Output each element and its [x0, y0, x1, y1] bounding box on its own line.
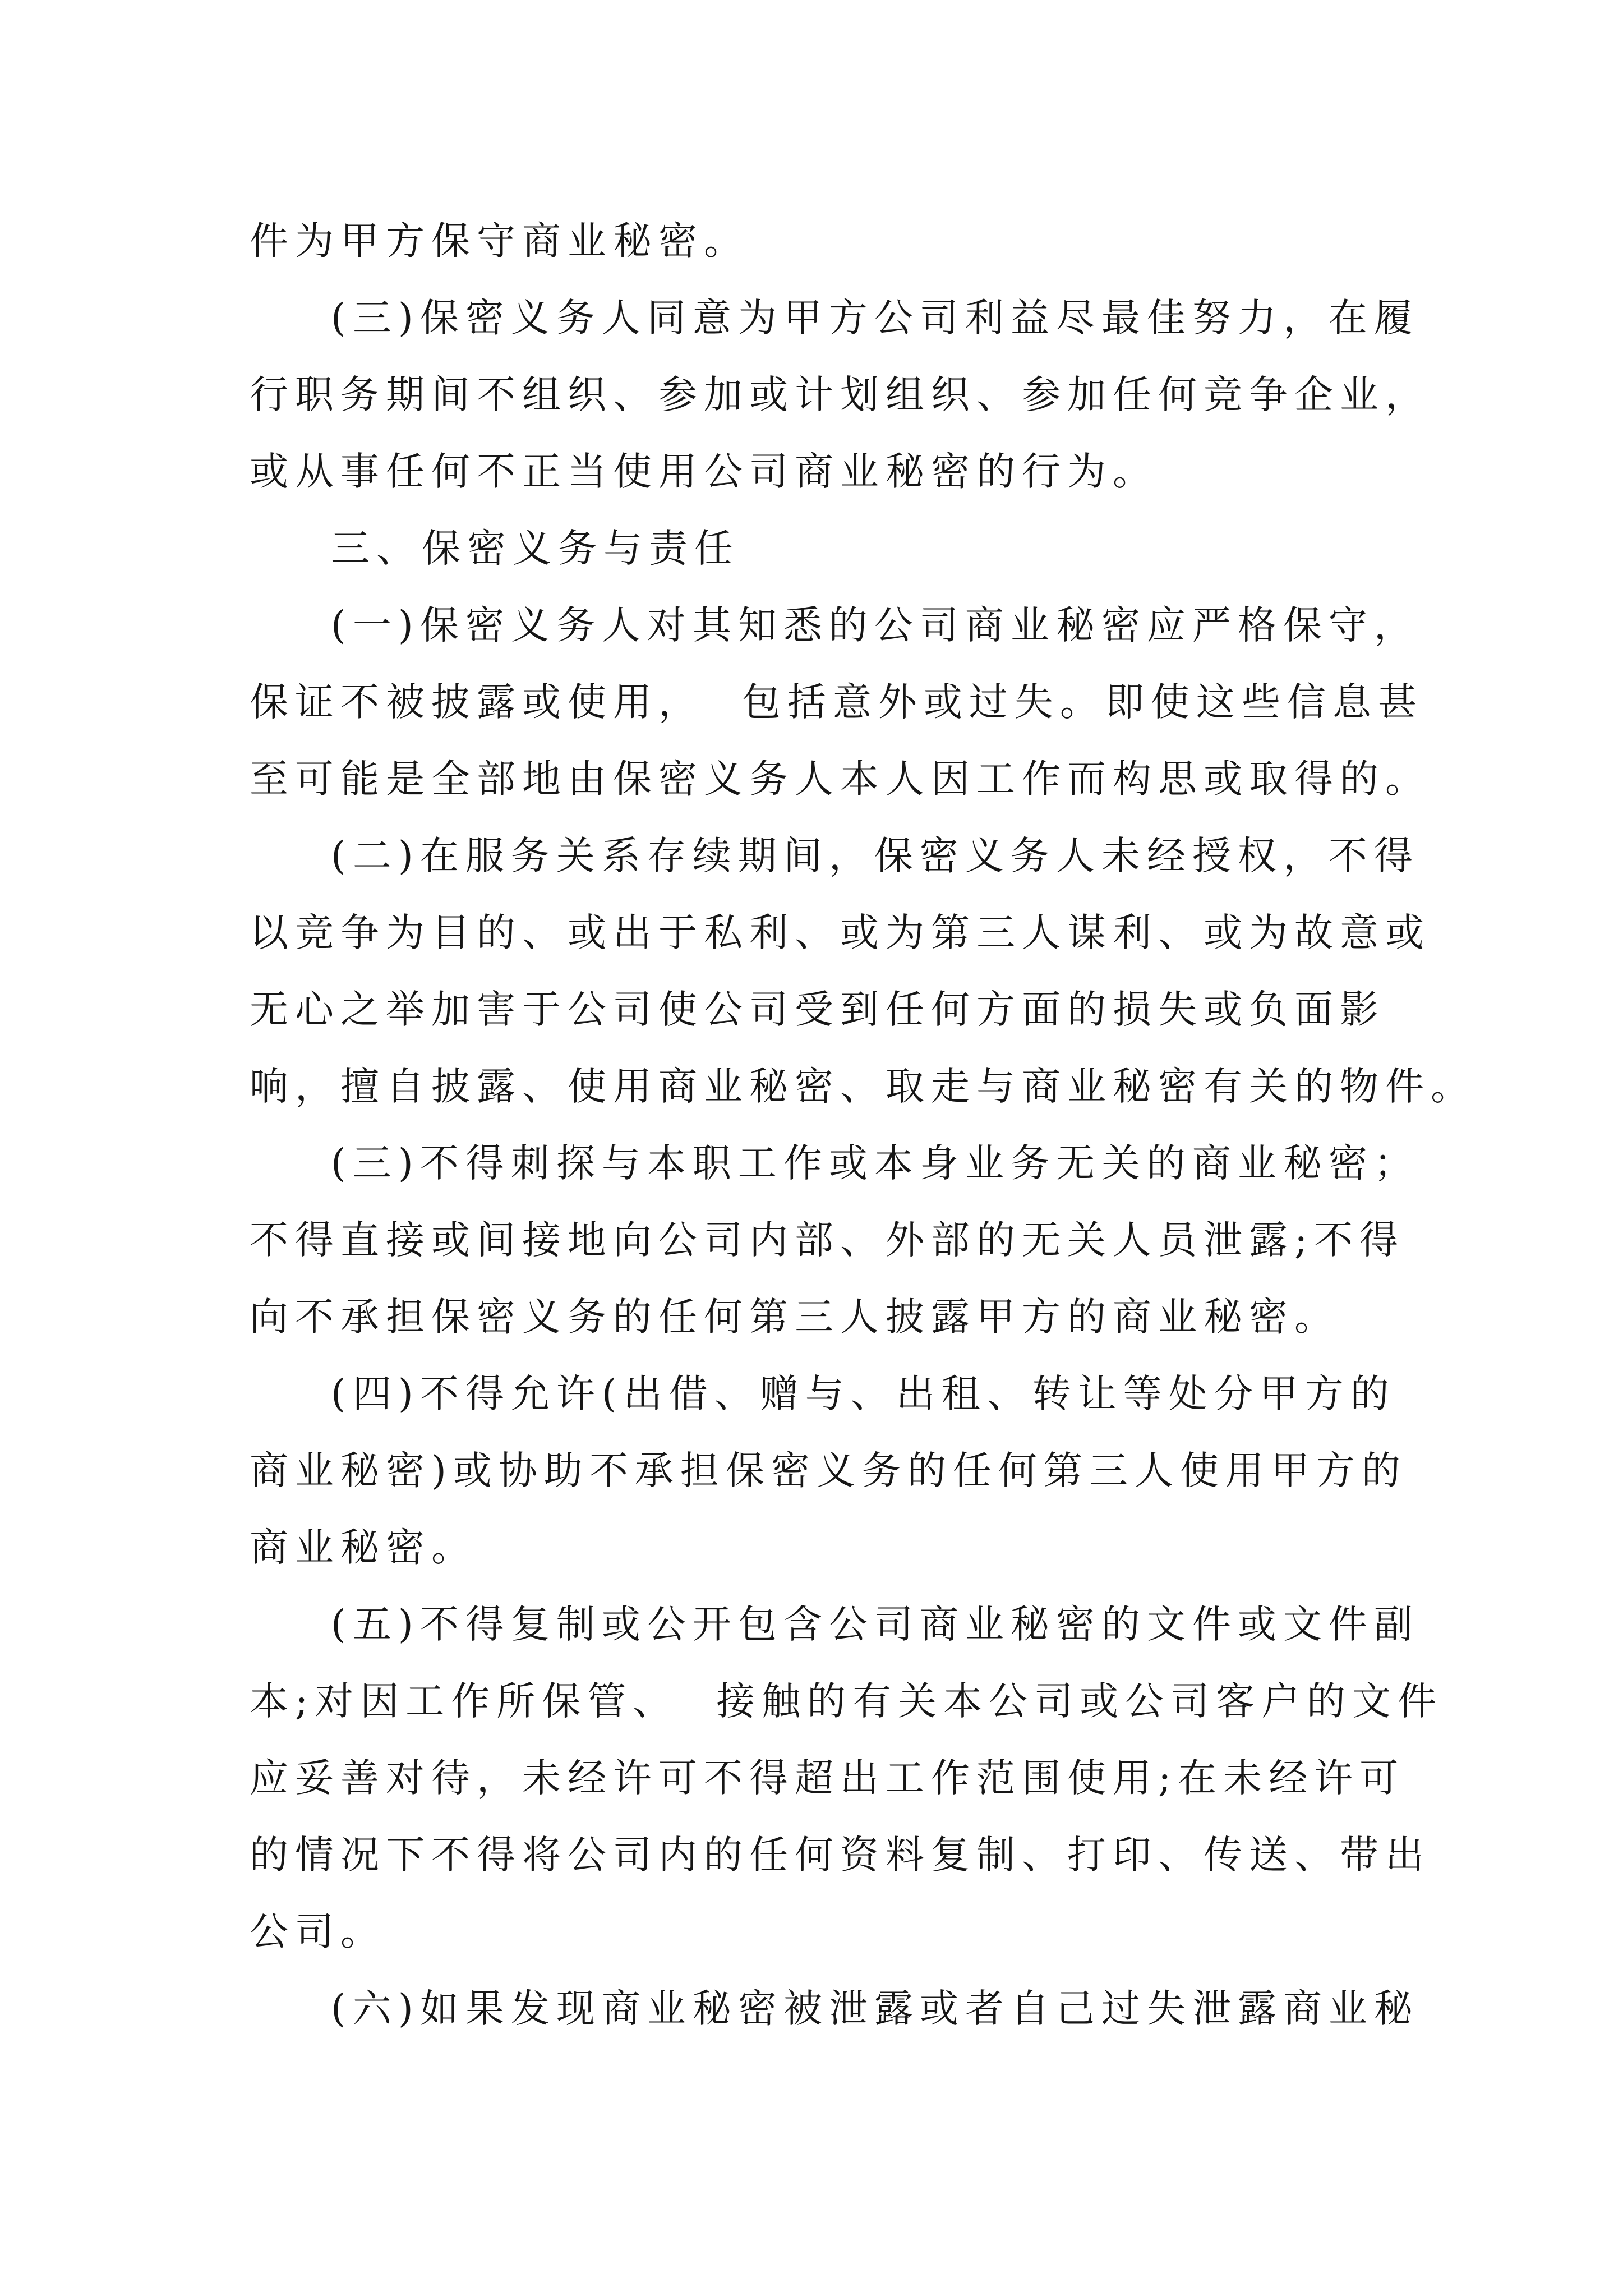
- document-body: [250, 199, 1476, 2044]
- paragraph-first-line: (二)在服务关系存续期间，保密义务人未经授权，不得: [331, 834, 1419, 878]
- text-line: 响，擅自披露、使用商业秘密、取走与商业秘密有关的物件。: [250, 1064, 1476, 1109]
- text-line: 公司。: [250, 1910, 386, 1954]
- section-heading: 三、保密义务与责任: [331, 526, 740, 571]
- text-line: 或从事任何不正当使用公司商业秘密的行为。: [250, 449, 1158, 494]
- paragraph-first-line: (五)不得复制或公开包含公司商业秘密的文件或文件副: [331, 1602, 1419, 1647]
- text-line: 应妥善对待，未经许可不得超出工作范围使用;在未经许可: [250, 1756, 1405, 1801]
- text-line: 保证不被披露或使用， 包括意外或过失。即使这些信息甚: [250, 680, 1423, 725]
- text-line: 商业秘密。: [250, 1525, 477, 1570]
- text-line: 的情况下不得将公司内的任何资料复制、打印、传送、带出: [250, 1833, 1431, 1878]
- paragraph-first-line: (三)保密义务人同意为甲方公司利益尽最佳努力，在履: [331, 296, 1419, 341]
- text-line: 无心之举加害于公司使公司受到任何方面的损失或负面影: [250, 987, 1385, 1032]
- paragraph-first-line: (三)不得刺探与本职工作或本身业务无关的商业秘密；: [331, 1141, 1419, 1186]
- text-line: 行职务期间不组织、参加或计划组织、参加任何竞争企业，: [250, 372, 1431, 417]
- text-line: 本;对因工作所保管、 接触的有关本公司或公司客户的文件: [250, 1679, 1444, 1724]
- paragraph-first-line: (一)保密义务人对其知悉的公司商业秘密应严格保守，: [331, 603, 1419, 648]
- text-line: 以竞争为目的、或出于私利、或为第三人谋利、或为故意或: [250, 910, 1431, 955]
- paragraph-first-line: (四)不得允许(出借、赠与、出租、转让等处分甲方的: [331, 1372, 1396, 1416]
- paragraph-first-line: (六)如果发现商业秘密被泄露或者自己过失泄露商业秘: [331, 1986, 1419, 2031]
- text-line: 不得直接或间接地向公司内部、外部的无关人员泄露;不得: [250, 1218, 1405, 1263]
- text-line: 向不承担保密义务的任何第三人披露甲方的商业秘密。: [250, 1295, 1340, 1340]
- text-line: 商业秘密)或协助不承担保密义务的任何第三人使用甲方的: [250, 1448, 1407, 1493]
- text-line: 至可能是全部地由保密义务人本人因工作而构思或取得的。: [250, 757, 1431, 802]
- text-line: 件为甲方保守商业秘密。: [250, 219, 749, 264]
